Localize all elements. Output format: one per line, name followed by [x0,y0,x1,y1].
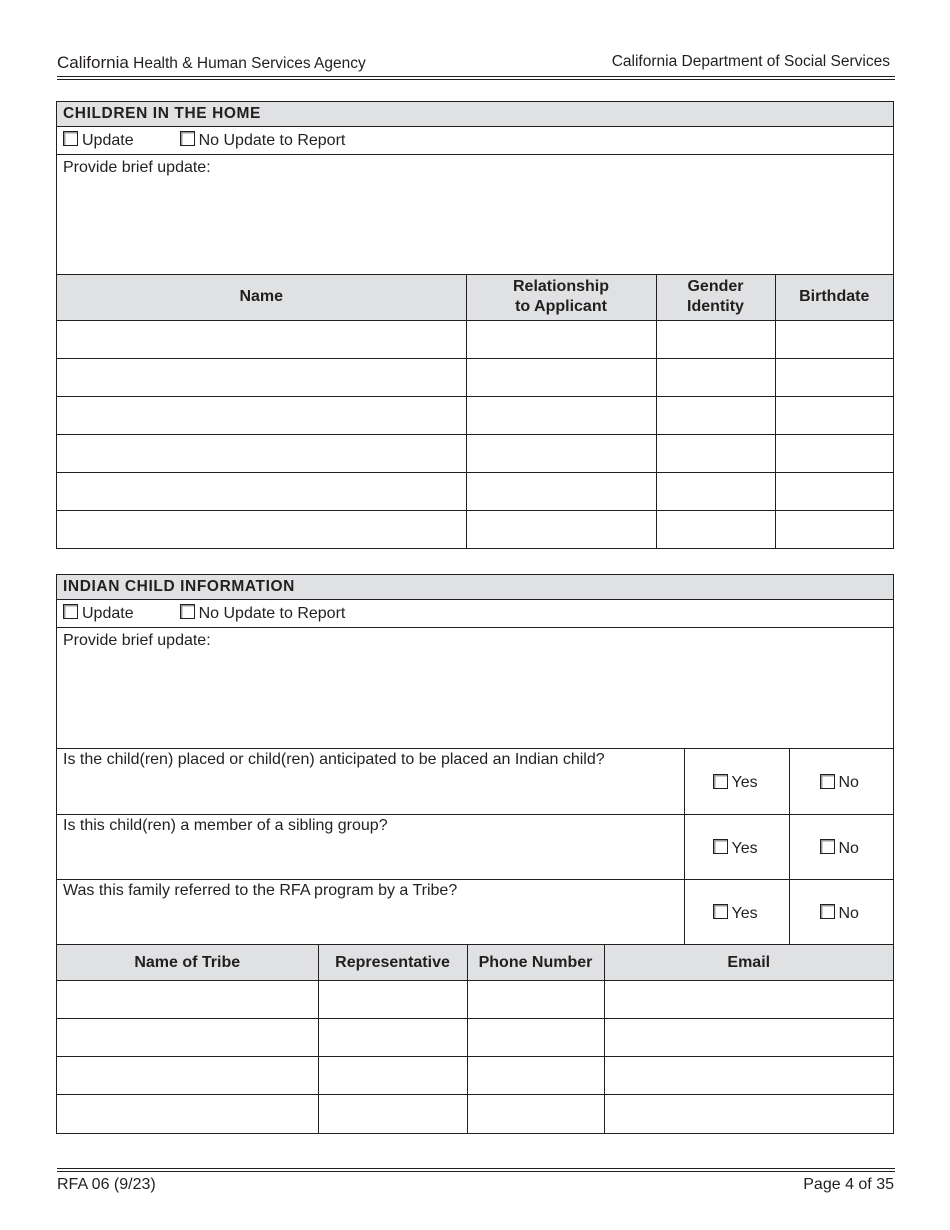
form-id: RFA 06 (9/23) [57,1176,156,1193]
tribe-table-cell[interactable] [318,1019,467,1057]
tribe-table-cell[interactable] [604,981,893,1019]
indian-no-update-option[interactable] [180,605,346,623]
tribe-table-row [57,981,893,1019]
children-table-cell[interactable] [775,472,893,510]
children-table-cell[interactable] [775,434,893,472]
children-table-header [57,275,893,320]
children-table-cell[interactable] [656,510,775,548]
brief-update-label: Provide brief update: [63,632,211,649]
indian-question-row [57,814,893,879]
no-update-label: No Update to Report [198,604,346,622]
question-text: Was this family referred to the RFA program by a Tribe? [57,879,684,944]
children-table-cell[interactable] [57,434,466,472]
no-update-label: No Update to Report [198,131,346,149]
children-table-cell[interactable] [656,396,775,434]
children-table-cell[interactable] [656,472,775,510]
tribe-table-cell[interactable] [57,981,318,1019]
children-table-cell[interactable] [466,358,656,396]
department-name: California Department of Social Services [611,53,890,70]
indian-section-title: INDIAN CHILD INFORMATION [57,575,893,600]
no-option[interactable] [790,770,894,792]
children-table-cell[interactable] [775,320,893,358]
brief-update-label: Provide brief update: [63,159,211,176]
agency-name [57,53,366,73]
children-table-cell[interactable] [466,396,656,434]
indian-update-options [57,600,893,628]
col-header-birthdate: Birthdate [775,275,893,320]
question-text: Is the child(ren) placed or child(ren) anticipated to be placed an Indian child? [57,749,684,814]
children-table-cell[interactable] [466,510,656,548]
children-section-title: CHILDREN IN THE HOME [57,102,893,127]
children-table-cell[interactable] [775,396,893,434]
children-table-cell[interactable] [57,358,466,396]
tribe-table-row [57,1057,893,1095]
tribe-table-cell[interactable] [318,981,467,1019]
children-update-options [57,127,893,155]
col-header-phone-number: Phone Number [467,945,604,981]
yes-option[interactable] [685,836,789,858]
children-table-cell[interactable] [656,320,775,358]
checkbox-icon[interactable] [713,839,728,854]
tribe-table-cell[interactable] [604,1095,893,1133]
header-rule-bottom [57,79,895,80]
tribe-table-row [57,1095,893,1133]
children-table-cell[interactable] [656,358,775,396]
checkbox-icon[interactable] [180,604,195,619]
tribe-table-cell[interactable] [318,1057,467,1095]
children-table-row [57,510,893,548]
children-table-cell[interactable] [466,472,656,510]
children-table-cell[interactable] [775,358,893,396]
tribe-table-row [57,1019,893,1057]
col-header-relationship: Relationship to Applicant [466,275,656,320]
children-table-row [57,396,893,434]
agency-name-rest: Health & Human Services Agency [133,55,366,72]
no-option[interactable] [790,836,894,858]
page-number: Page 4 of 35 [803,1176,894,1193]
yes-cell [684,879,789,944]
children-section [56,101,894,549]
checkbox-icon[interactable] [713,904,728,919]
indian-question-row [57,749,893,814]
children-no-update-option[interactable] [180,132,346,150]
col-header-gender-identity: Gender Identity [656,275,775,320]
indian-brief-update-field[interactable] [57,628,893,749]
children-table-row [57,320,893,358]
col-header-email: Email [604,945,893,981]
yes-label: Yes [731,904,758,922]
tribe-table-cell[interactable] [318,1095,467,1133]
yes-cell [684,814,789,879]
children-table [57,275,893,548]
checkbox-icon[interactable] [820,904,835,919]
update-label: Update [82,131,134,149]
children-table-cell[interactable] [57,472,466,510]
indian-child-section [56,574,894,1134]
indian-question-row [57,879,893,944]
children-table-row [57,358,893,396]
indian-update-option[interactable] [63,605,134,623]
no-option[interactable] [790,901,894,923]
footer-rule-top [57,1168,895,1169]
header-rule-top [57,76,895,77]
yes-label: Yes [731,839,758,857]
children-table-cell[interactable] [57,320,466,358]
no-cell [789,814,893,879]
checkbox-icon[interactable] [820,774,835,789]
checkbox-icon[interactable] [180,131,195,146]
no-label: No [838,904,859,922]
tribe-table-cell[interactable] [57,1019,318,1057]
children-table-cell[interactable] [57,510,466,548]
checkbox-icon[interactable] [63,604,78,619]
update-label: Update [82,604,134,622]
col-header-representative: Representative [318,945,467,981]
tribe-table-cell[interactable] [57,1057,318,1095]
children-table-cell[interactable] [466,320,656,358]
yes-option[interactable] [685,770,789,792]
yes-cell [684,749,789,814]
indian-questions-table [57,749,893,944]
tribe-table-cell[interactable] [467,1019,604,1057]
tribe-table-cell[interactable] [467,1095,604,1133]
footer-rule-bottom [57,1171,895,1172]
no-label: No [838,774,859,792]
checkbox-icon[interactable] [63,131,78,146]
children-table-cell[interactable] [57,396,466,434]
children-table-cell[interactable] [775,510,893,548]
no-label: No [838,839,859,857]
tribe-table-cell[interactable] [604,1019,893,1057]
yes-label: Yes [731,774,758,792]
tribe-table-cell[interactable] [467,981,604,1019]
no-cell [789,879,893,944]
tribe-table [57,944,893,1133]
col-header-name-of-tribe: Name of Tribe [57,945,318,981]
checkbox-icon[interactable] [820,839,835,854]
children-table-row [57,434,893,472]
children-update-option[interactable] [63,132,134,150]
checkbox-icon[interactable] [713,774,728,789]
agency-name-first: California [57,53,129,72]
children-table-cell[interactable] [466,434,656,472]
yes-option[interactable] [685,901,789,923]
tribe-table-cell[interactable] [57,1095,318,1133]
no-cell [789,749,893,814]
tribe-table-cell[interactable] [604,1057,893,1095]
tribe-table-header [57,945,893,981]
children-brief-update-field[interactable] [57,155,893,275]
question-text: Is this child(ren) a member of a sibling group? [57,814,684,879]
children-table-row [57,472,893,510]
children-table-cell[interactable] [656,434,775,472]
col-header-name: Name [57,275,466,320]
tribe-table-cell[interactable] [467,1057,604,1095]
